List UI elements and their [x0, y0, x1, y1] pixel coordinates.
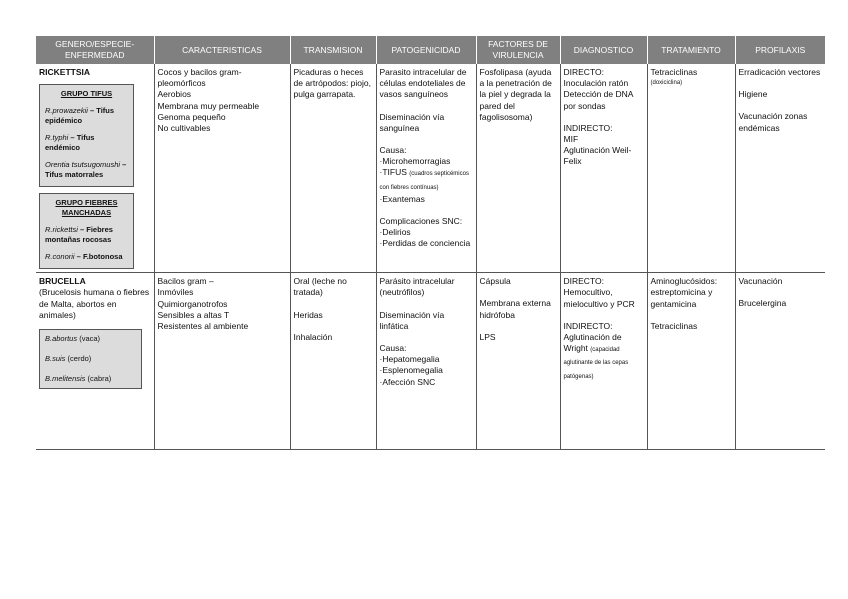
cell-factores: Cápsula Membrana externa hidrófoba LPS [476, 273, 560, 450]
cell-genero [36, 64, 154, 273]
grupo-tifus-title: GRUPO TIFUS [60, 89, 113, 99]
header-caracteristicas: CARACTERISTICAS [154, 36, 290, 64]
species-item: R.conorii – F.botonosa [45, 252, 123, 262]
grupo-fiebres-box [39, 193, 134, 269]
cell-tratamiento: Aminoglucósidos: estreptomicina y gentamicina Tetraciclinas [647, 273, 735, 450]
row-rickettsia [36, 64, 825, 273]
header-diagnostico: DIAGNOSTICO [560, 36, 647, 64]
species-item: R.prowazekii – Tifus epidémico [45, 106, 115, 126]
grupo-tifus-box [39, 84, 134, 187]
cell-profilaxis: Vacunación Brucelergina [735, 273, 825, 450]
header-factores: FACTORES DE VIRULENCIA [476, 36, 560, 64]
header-tratamiento: TRATAMIENTO [647, 36, 735, 64]
species-item: B.abortus (vaca) [45, 334, 101, 344]
cell-factores: Fosfolipasa (ayuda a la penetración de la piel y degrada la pared del fagolisosoma) [476, 64, 560, 273]
species-item: B.suis (cerdo) [45, 354, 92, 364]
brucella-species-box [39, 329, 142, 389]
species-item: R.rickettsi – Fiebres montañas rocosas [45, 225, 113, 245]
genus-title: RICKETTSIA [39, 67, 90, 77]
cell-profilaxis: Erradicación vectores Higiene Vacunación zonas endémicas [735, 64, 825, 273]
species-item: R.typhi – Tifus endémico [45, 133, 95, 153]
header-row [36, 36, 825, 64]
cell-diagnostico: DIRECTO: Inoculación ratón Detección de DNA por sondas INDIRECTO: MIF Aglutinación Weil-Felix [560, 64, 647, 273]
header-transmision: TRANSMISION [290, 36, 376, 64]
bacteria-table [36, 36, 825, 450]
species-item: B.melitensis (cabra) [45, 374, 112, 384]
header-patogenicidad: PATOGENICIDAD [376, 36, 476, 64]
cell-tratamiento: Tetraciclinas (doxiciclina) [647, 64, 735, 273]
genus-title: BRUCELLA [39, 276, 86, 287]
cell-caracteristicas: Bacilos gram – Inmóviles Quimiorganotrofos Sensibles a altas T Resistentes al ambiente [154, 273, 290, 450]
cell-genero [36, 273, 154, 450]
genus-subtitle: (Brucelosis humana o fiebres de Malta, abortos en animales) [39, 287, 150, 320]
cell-transmision: Picaduras o heces de artrópodos: piojo, pulga garrapata. [290, 64, 376, 273]
cell-caracteristicas: Cocos y bacilos gram-pleomórficos Aerobios Membrana muy permeable Genoma pequeño No cultivables [154, 64, 290, 273]
header-profilaxis: PROFILAXIS [735, 36, 825, 64]
grupo-fiebres-title: GRUPO FIEBRES MANCHADAS [55, 198, 118, 218]
species-item: Orentia tsutsugomushi – Tifus matorrales [45, 160, 127, 180]
cell-patogenicidad: Parásito intracelular (neutrófilos) Diseminación vía linfática Causa: ·Hepatomegalia ·Esplenomegalia ·Afección SNC [376, 273, 476, 450]
cell-diagnostico: DIRECTO: Hemocultivo, mielocultivo y PCR INDIRECTO: Aglutinación de Wright (capacidad aglutinante de las cepas patógenas) [560, 273, 647, 450]
header-genero: GENERO/ESPECIE-ENFERMEDAD [36, 36, 154, 64]
cell-transmision: Oral (leche no tratada) Heridas Inhalación [290, 273, 376, 450]
row-brucella [36, 273, 825, 450]
cell-patogenicidad: Parasito intracelular de células endoteliales de vasos sanguíneos Diseminación vía sanguínea Causa: ·Microhemorragias ·TIFUS (cuadros septicémicos con fiebres contínuas) ·Exantemas Complicaciones SNC: ·Delirios ·Perdidas de conciencia [376, 64, 476, 273]
